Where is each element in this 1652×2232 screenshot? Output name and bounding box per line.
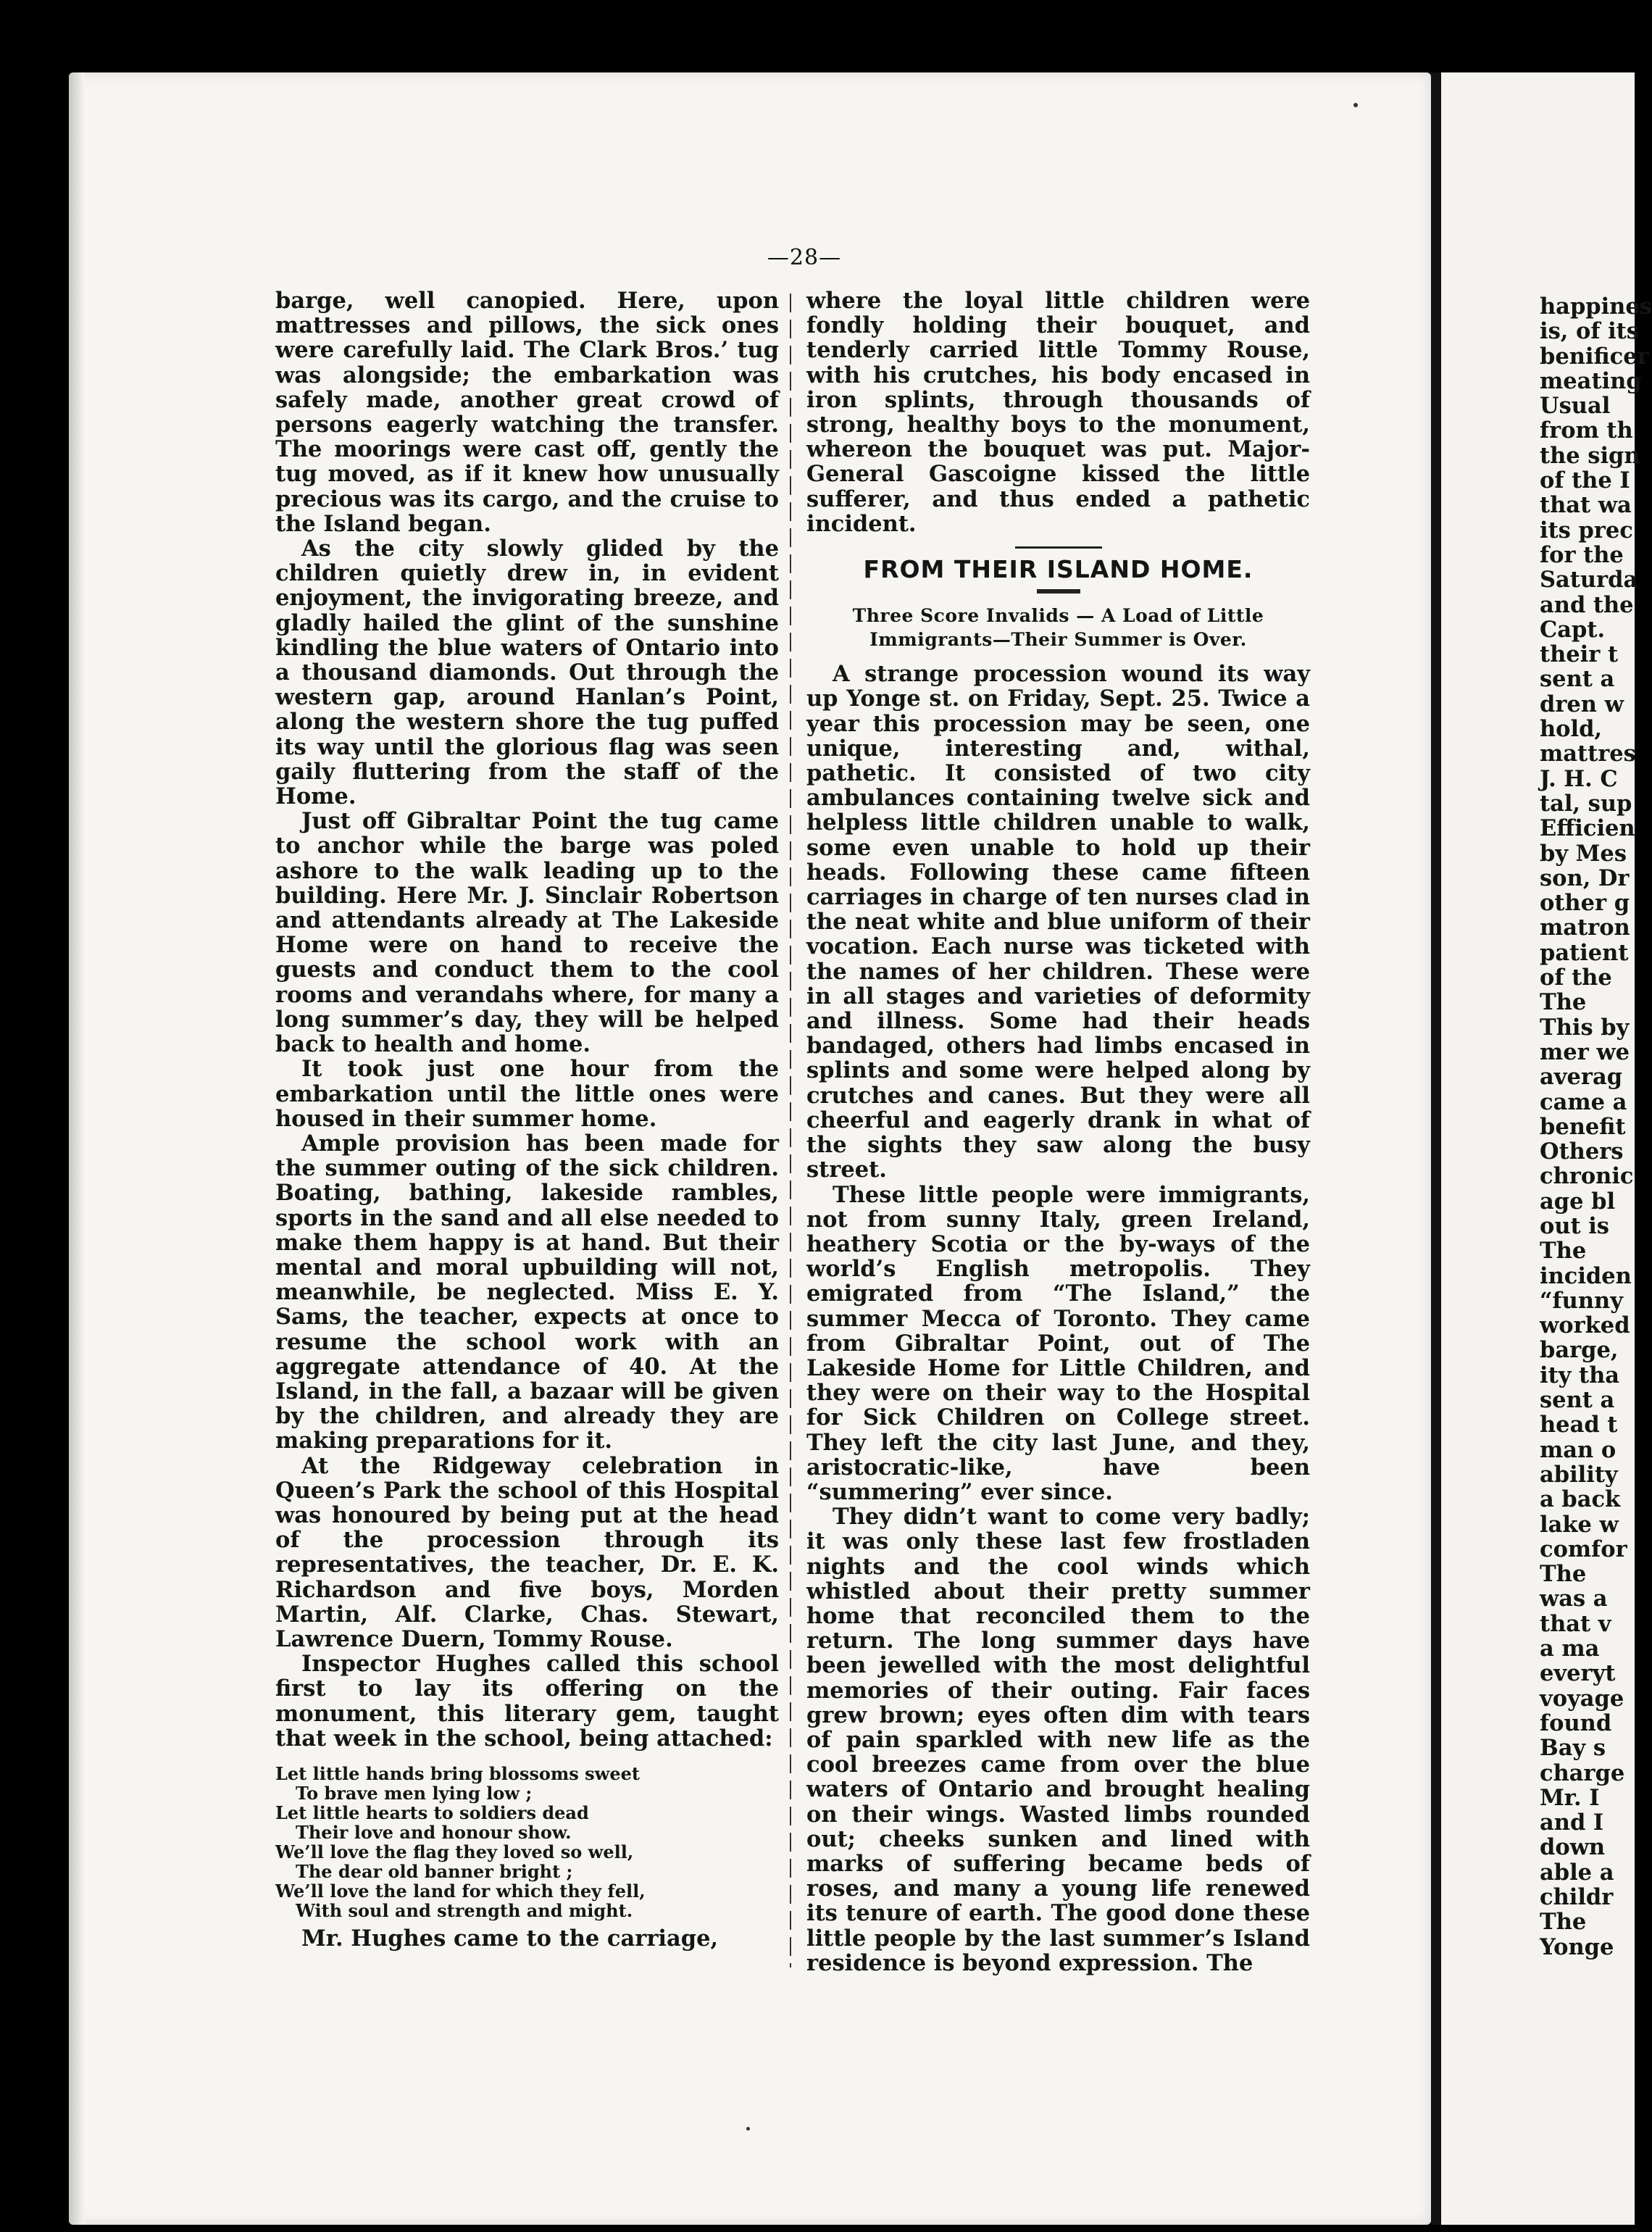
paragraph: Just off Gibraltar Point the tug came to anchor while the barge was poled ashore to the walk leading up to the building. Here Mr. J. Sinclair Robertson and attendants already at The Lakeside Home were on hand to receive the guests and conduct them to the cool rooms and verandahs where, for many a long summer’s day, they will be helped back to health and home. bbox=[275, 808, 779, 1058]
text-fragment: ity tha bbox=[1540, 1362, 1620, 1388]
text-fragment: J. H. C bbox=[1540, 765, 1618, 792]
text-fragment: dren w bbox=[1540, 691, 1624, 717]
text-fragment: matron bbox=[1540, 915, 1630, 941]
text-fragment: found bbox=[1540, 1710, 1612, 1736]
text-fragment: benificer bbox=[1540, 343, 1649, 370]
text-fragment: head t bbox=[1540, 1412, 1618, 1438]
text-fragment: other g bbox=[1540, 890, 1630, 917]
paragraph: where the loyal little children were fondly holding their bouquet, and tenderly carried little Tommy Rouse, with his crutches, his body encased in iron splints, through thousands of strong, healthy boys to the monument, whereon the bouquet was put. Major-General Gascoigne kissed the little sufferer, and thus ended a pathetic incident. bbox=[806, 288, 1310, 537]
text-fragment: lake w bbox=[1540, 1511, 1619, 1538]
text-fragment: benefit bbox=[1540, 1113, 1626, 1140]
column-divider bbox=[790, 293, 791, 1967]
text-fragment: This by bbox=[1540, 1014, 1630, 1041]
text-fragment: the sign bbox=[1540, 442, 1640, 469]
text-fragment: tal, sup bbox=[1540, 790, 1632, 817]
middle-column bbox=[806, 288, 1310, 1975]
sub-heading bbox=[806, 604, 1310, 651]
poem-line: Let little hands bring blossoms sweet bbox=[275, 1762, 640, 1784]
text-fragment: of the bbox=[1540, 965, 1612, 991]
text-fragment: is, of its bbox=[1540, 318, 1639, 345]
text-fragment: for the bbox=[1540, 541, 1624, 568]
text-fragment: hold, bbox=[1540, 716, 1603, 743]
text-fragment: “funny bbox=[1540, 1287, 1623, 1314]
text-fragment: sent a bbox=[1540, 1387, 1615, 1414]
divider-rule bbox=[1015, 546, 1102, 549]
text-fragment: mer we bbox=[1540, 1038, 1630, 1065]
text-fragment: The bbox=[1540, 1238, 1587, 1265]
sub-heading-line: Three Score Invalids — A Load of Little bbox=[852, 605, 1264, 627]
text-fragment: voyage bbox=[1540, 1685, 1624, 1712]
text-fragment: Others bbox=[1540, 1138, 1624, 1165]
paragraph: It took just one hour from the embarkation until the little ones were housed in their summer home. bbox=[275, 1056, 779, 1132]
text-fragment: its prec bbox=[1540, 517, 1633, 544]
text-fragment: averag bbox=[1540, 1064, 1623, 1091]
text-fragment: meating bbox=[1540, 367, 1642, 394]
text-fragment: Mr. I bbox=[1540, 1784, 1600, 1811]
text-fragment: their t bbox=[1540, 641, 1619, 668]
poem-line: To brave men lying low ; bbox=[296, 1782, 533, 1804]
text-fragment: The bbox=[1540, 1561, 1587, 1588]
paragraph: A strange procession wound its way up Yonge st. on Friday, Sept. 25. Twice a year this procession may be seen, one unique, interesting and, withal, pathetic. It consisted of two city ambulances containing twelve sick and helpless little children unable to walk, some even unable to hold up their heads. Following these came fifteen carriages in charge of ten nurses clad in the neat white and blue uniform of their vocation. Each nurse was ticketed with the names of her children. These were in all stages and varieties of deformity and illness. Some had their heads bandaged, others had limbs encased in splints and some were helped along by crutches and canes. But they were all cheerful and eagerly drank in what of the sights they saw along the busy street. bbox=[806, 661, 1310, 1183]
text-fragment: a back bbox=[1540, 1486, 1621, 1513]
text-fragment: of the I bbox=[1540, 467, 1630, 494]
divider-rule bbox=[1037, 589, 1080, 594]
text-fragment: The bbox=[1540, 989, 1587, 1016]
text-fragment: man o bbox=[1540, 1436, 1616, 1463]
sub-heading-line: Immigrants—Their Summer is Over. bbox=[869, 629, 1247, 651]
text-fragment: worked bbox=[1540, 1312, 1630, 1339]
text-fragment: inciden bbox=[1540, 1262, 1632, 1289]
poem-line: We’ll love the land for which they fell, bbox=[275, 1880, 646, 1902]
poem-line: Let little hearts to soldiers dead bbox=[275, 1802, 589, 1823]
text-fragment: and I bbox=[1540, 1810, 1604, 1836]
text-fragment: from th bbox=[1540, 417, 1633, 444]
paragraph: Ample provision has been made for the summer outing of the sick children. Boating, bathing, lakeside rambles, sports in the sand and all else needed to make them happy is at hand. But their mental and moral upbuilding will not, meanwhile, be neglected. Miss E. Y. Sams, the teacher, expects at once to resume the school work with an aggregate attendance of 40. At the Island, in the fall, a bazaar will be given by the children, and already they are making preparations for it. bbox=[275, 1130, 779, 1454]
text-fragment: chronic bbox=[1540, 1163, 1634, 1190]
text-fragment: was a bbox=[1540, 1586, 1608, 1612]
text-fragment: Bay s bbox=[1540, 1735, 1606, 1762]
text-fragment: happines bbox=[1540, 293, 1652, 320]
text-fragment: ability bbox=[1540, 1461, 1618, 1488]
text-fragment: down bbox=[1540, 1834, 1606, 1861]
paragraph: barge, well canopied. Here, upon mattresses and pillows, the sick ones were carefully laid. The Clark Bros.’ tug was alongside; the embarkation was safely made, another great crowd of persons eagerly watching the transfer. The moorings were cast off, gently the tug moved, as if it knew how unusually precious was its cargo, and the cruise to the Island began. bbox=[275, 288, 779, 537]
text-fragment: sent a bbox=[1540, 666, 1615, 693]
text-fragment: came a bbox=[1540, 1088, 1627, 1115]
paragraph: Mr. Hughes came to the carriage, bbox=[301, 1925, 719, 1952]
text-fragment: Capt. bbox=[1540, 616, 1606, 643]
right-column-fragments bbox=[1540, 293, 1652, 1960]
text-fragment: able a bbox=[1540, 1859, 1614, 1886]
text-fragment: by Mes bbox=[1540, 840, 1627, 867]
section-heading: FROM THEIR ISLAND HOME. bbox=[863, 555, 1253, 584]
text-fragment: out is bbox=[1540, 1212, 1609, 1239]
text-fragment: mattres bbox=[1540, 741, 1636, 767]
paragraph: These little people were immigrants, not from sunny Italy, green Ireland, heathery Scotia or the by-ways of the world’s English metropolis. They emigrated from “The Island,” the summer Mecca of Toronto. They came from Gibraltar Point, out of The Lakeside Home for Little Children, and they were on their way to the Hospital for Sick Children on College street. They left the city last June, and they, aristocratic-like, have been “summering” ever since. bbox=[806, 1181, 1310, 1505]
text-fragment: Saturda bbox=[1540, 567, 1638, 594]
text-fragment: charge bbox=[1540, 1760, 1625, 1786]
text-fragment: son, Dr bbox=[1540, 865, 1630, 891]
text-fragment: Yonge bbox=[1540, 1933, 1614, 1960]
text-fragment: age bl bbox=[1540, 1188, 1616, 1215]
paragraph: As the city slowly glided by the children quietly drew in, in evident enjoyment, the invigorating breeze, and gladly hailed the glint of the sunshine kindling the blue waters of Ontario into a thousand diamonds. Out through the western gap, around Hanlan’s Point, along the western shore the tug puffed its way until the glorious flag was seen gaily fluttering from the staff of the Home. bbox=[275, 536, 779, 810]
text-fragment: that wa bbox=[1540, 492, 1632, 519]
paragraph: Inspector Hughes called this school first to lay its offering on the monument, this literary gem, taught that week in the school, being attached: bbox=[275, 1651, 779, 1752]
text-fragment: The bbox=[1540, 1909, 1587, 1936]
paragraph: At the Ridgeway celebration in Queen’s Park the school of this Hospital was honoured by being put at the head of the procession through its representatives, the teacher, Dr. E. K. Richardson and five boys, Morden Martin, Alf. Clarke, Chas. Stewart, Lawrence Duern, Tommy Rouse. bbox=[275, 1452, 779, 1652]
poem-line: With soul and strength and might. bbox=[296, 1899, 633, 1921]
print-speck bbox=[746, 2127, 750, 2131]
text-fragment: Usual bbox=[1540, 393, 1611, 420]
text-fragment: that v bbox=[1540, 1610, 1611, 1637]
text-fragment: Efficien bbox=[1540, 815, 1635, 842]
text-fragment: everyt bbox=[1540, 1660, 1616, 1687]
print-speck bbox=[1353, 103, 1358, 107]
text-fragment: barge, bbox=[1540, 1337, 1619, 1364]
poem-line: We’ll love the flag they loved so well, bbox=[275, 1841, 634, 1862]
poem-line: The dear old banner bright ; bbox=[296, 1860, 573, 1882]
text-fragment: childr bbox=[1540, 1884, 1614, 1910]
page-number: —28— bbox=[767, 245, 842, 270]
poem bbox=[275, 1764, 779, 1920]
text-fragment: a ma bbox=[1540, 1636, 1600, 1662]
text-fragment: comfor bbox=[1540, 1536, 1627, 1562]
poem-line: Their love and honour show. bbox=[296, 1821, 572, 1843]
left-column bbox=[275, 288, 779, 1951]
text-fragment: and the bbox=[1540, 591, 1634, 618]
text-fragment: patient bbox=[1540, 939, 1629, 966]
paragraph: They didn’t want to come very badly; it was only these last few frostladen nights and the cool winds which whistled about their pretty summer home that reconciled them to the return. The long summer days have been jewelled with the most delightful memories of their outing. Fair faces grew brown; eyes often dim with tears of pain sparkled with new life as the cool breezes came from over the blue waters of Ontario and brought healing on their wings. Wasted limbs rounded out; cheeks sunken and lined with marks of suffering became beds of roses, and many a young life renewed its tenure of earth. The good done these little people by the last summer’s Island residence is beyond expression. The bbox=[806, 1504, 1310, 1976]
